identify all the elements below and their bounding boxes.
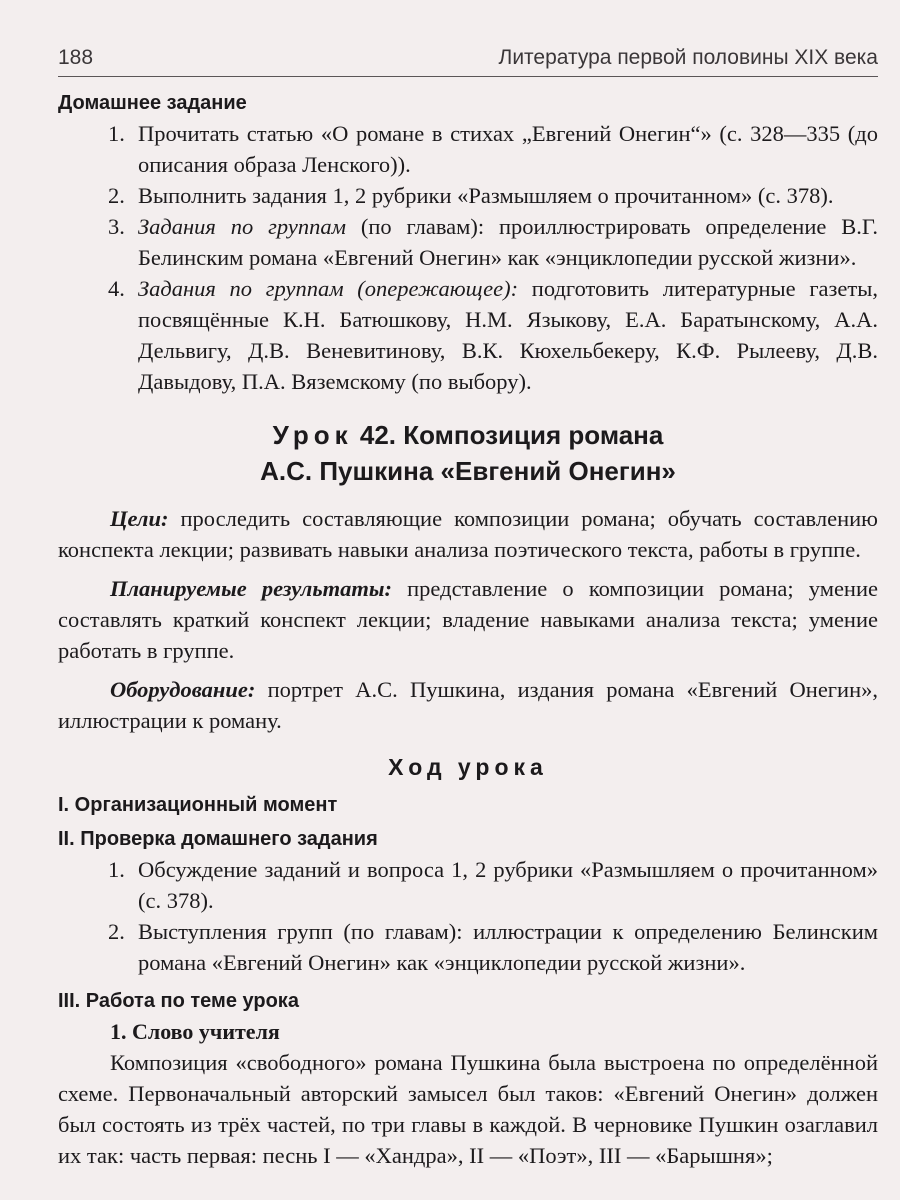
section2-item xyxy=(58,854,878,916)
goals-label: Цели: xyxy=(110,506,169,531)
homework-item xyxy=(58,180,878,211)
item-number: 4. xyxy=(108,276,125,301)
item-text: подготовить литературные газеты, посвящённые К.Н. Батюшкову, Н.М. Языкову, Е.А. Баратынскому, А.А. Дельвигу, Д.В. Веневитинову, В.К. Кюхельбекеру, К.Ф. Рылееву, Д.В. Давыдову, П.А. Вяземскому (по выбору). xyxy=(138,276,878,394)
results-label: Планируемые результаты: xyxy=(110,576,392,601)
teacher-paragraph: Композиция «свободного» романа Пушкина была выстроена по определённой схеме. Первоначальный авторский замысел был таков: «Евгений Онегин» должен был состоять из трёх частей, по три главы в каждой. В черновике Пушкин озаглавил их так: часть первая: песнь I — «Хандра», II — «Поэт», III — «Барышня»; xyxy=(58,1050,878,1168)
results-paragraph xyxy=(58,573,878,666)
equipment-label: Оборудование: xyxy=(110,677,256,702)
equipment-text: портрет А.С. Пушкина, издания романа «Евгений Онегин», иллюстрации к роману. xyxy=(58,677,878,733)
item-number: 2. xyxy=(108,919,125,944)
equipment-paragraph xyxy=(58,674,878,736)
item-emphasis: Задания по группам xyxy=(138,214,346,239)
item-text: Выполнить задания 1, 2 рубрики «Размышляем о прочитанном» (с. 378). xyxy=(138,183,834,208)
section2-item xyxy=(58,916,878,978)
goals-paragraph xyxy=(58,503,878,565)
section-heading-2: II. Проверка домашнего задания xyxy=(58,828,378,850)
page-content xyxy=(58,88,878,1179)
goals-text: проследить составляющие композиции романа; обучать составлению конспекта лекции; развивать навыки анализа поэтического текста, работы в группе. xyxy=(58,506,878,562)
homework-item xyxy=(58,273,878,397)
item-text: (по главам): проиллюстрировать определение В.Г. Белинским романа «Евгений Онегин» как «энциклопедии русской жизни». xyxy=(138,214,878,270)
homework-item xyxy=(58,118,878,180)
lesson-title-line-1 xyxy=(58,417,878,453)
running-title: Литература первой половины XIX века xyxy=(498,46,878,69)
section-heading-3: III. Работа по теме урока xyxy=(58,990,299,1012)
lesson-title-line-2: А.С. Пушкина «Евгений Онегин» xyxy=(260,456,676,486)
item-number: 1. xyxy=(108,121,125,146)
course-heading: Ход урока xyxy=(388,754,548,780)
spacer xyxy=(58,978,878,982)
item-number: 3. xyxy=(108,214,125,239)
item-text: Прочитать статью «О романе в стихах „Евгений Онегин“» (с. 328—335 (до описания образа Ленского)). xyxy=(138,121,878,177)
item-text: Обсуждение заданий и вопроса 1, 2 рубрики «Размышляем о прочитанном» (с. 378). xyxy=(138,857,878,913)
results-text: представление о композиции романа; умение составлять краткий конспект лекции; владение навыками анализа текста; умение работать в группе. xyxy=(58,576,878,663)
page-number: 188 xyxy=(58,46,94,69)
section-heading-1: I. Организационный момент xyxy=(58,794,338,816)
lesson-title xyxy=(58,417,878,489)
subsection-heading: 1. Слово учителя xyxy=(110,1019,280,1044)
lesson-title-text-1: Композиция романа xyxy=(403,420,664,450)
lesson-number: 42. xyxy=(359,420,397,450)
homework-list xyxy=(58,118,878,397)
item-number: 2. xyxy=(108,183,125,208)
section2-list xyxy=(58,854,878,978)
lesson-word: Урок xyxy=(272,420,353,450)
homework-item xyxy=(58,211,878,273)
item-emphasis: Задания по группам (опережающее): xyxy=(138,276,519,301)
item-number: 1. xyxy=(108,857,125,882)
homework-heading: Домашнее задание xyxy=(58,92,247,114)
running-header xyxy=(58,44,878,77)
item-text: Выступления групп (по главам): иллюстрации к определению Белинским романа «Евгений Онегин» как «энциклопедии русской жизни». xyxy=(138,919,878,975)
